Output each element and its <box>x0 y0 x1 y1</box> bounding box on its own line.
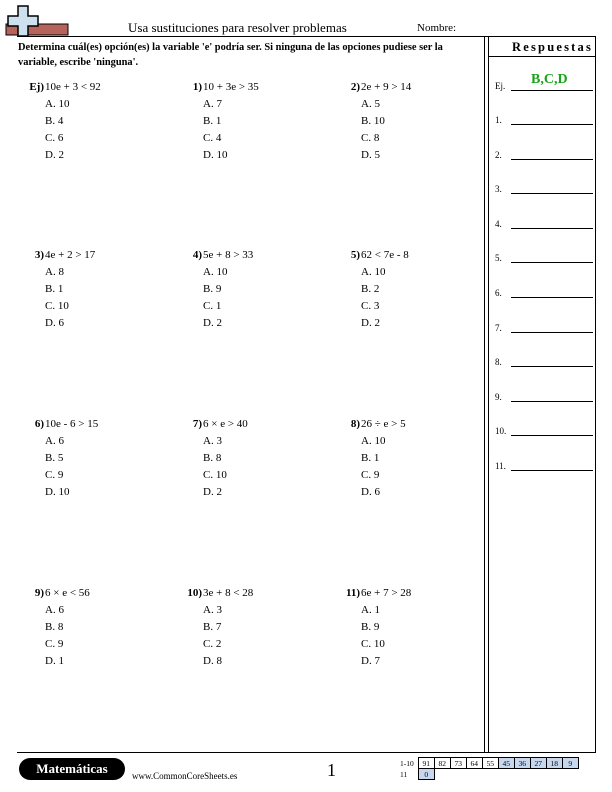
answer-blank[interactable] <box>511 297 593 298</box>
score-row <box>398 758 578 769</box>
answer-option: D. 5 <box>361 149 380 161</box>
example-answer: B,C,D <box>531 72 568 87</box>
answer-option: D. 10 <box>203 149 228 161</box>
divider-line <box>484 36 485 752</box>
problem-number: 6) <box>34 418 44 430</box>
answer-blank[interactable] <box>511 332 593 333</box>
answer-option: C. 10 <box>45 300 69 312</box>
answer-option: B. 1 <box>361 452 380 464</box>
answer-label: 3. <box>495 184 502 195</box>
answer-label: 1. <box>495 115 502 125</box>
answer-option: D. 2 <box>203 486 222 498</box>
problem-number: 9) <box>34 587 44 599</box>
answer-option: C. 1 <box>203 300 222 312</box>
score-cell: 45 <box>498 758 514 769</box>
answer-option: C. 9 <box>45 638 64 650</box>
answer-option: D. 7 <box>361 655 380 667</box>
problem-inequality: 26 ÷ e > 5 <box>361 418 406 430</box>
answer-option: D. 2 <box>361 317 380 329</box>
answer-label: 6. <box>495 288 502 298</box>
problem-inequality: 6 × e > 40 <box>203 418 248 430</box>
answer-option: A. 6 <box>45 604 64 616</box>
answers-title-rule <box>489 56 595 57</box>
problem-number: 8) <box>350 418 360 430</box>
problem-inequality: 10 + 3e > 35 <box>203 81 259 93</box>
score-table <box>398 757 579 780</box>
header-rule <box>17 36 596 37</box>
answer-option: A. 8 <box>45 266 64 278</box>
answer-option: B. 1 <box>203 115 222 127</box>
answer-option: A. 10 <box>203 266 228 278</box>
answer-option: D. 6 <box>45 317 64 329</box>
problem-number: Ej) <box>29 81 44 93</box>
score-cell: 9 <box>562 758 578 769</box>
answer-blank[interactable] <box>511 193 593 194</box>
answer-option: C. 6 <box>45 132 64 144</box>
score-cell: 36 <box>514 758 530 769</box>
answer-option: D. 1 <box>45 655 64 667</box>
answer-option: B. 9 <box>361 621 380 633</box>
answer-label: Ej. <box>495 81 506 91</box>
problem-inequality: 10e - 6 > 15 <box>45 418 99 430</box>
answer-blank <box>511 90 593 91</box>
answer-option: A. 6 <box>45 435 64 447</box>
score-cell: 82 <box>434 758 450 769</box>
instructions: Determina cuál(es) opción(es) la variable 'e' podría ser. Si ninguna de las opciones pudiese ser la variable, escribe 'ninguna'. <box>18 42 443 68</box>
answer-option: D. 6 <box>361 486 380 498</box>
answer-option: A. 7 <box>203 98 222 110</box>
website-link[interactable]: www.CommonCoreSheets.es <box>132 771 238 781</box>
answer-option: C. 9 <box>45 469 64 481</box>
problem-inequality: 4e + 2 > 17 <box>45 249 96 261</box>
answer-option: B. 9 <box>203 283 222 295</box>
answer-blank[interactable] <box>511 401 593 402</box>
answer-label: 2. <box>495 149 502 160</box>
problem-inequality: 6e + 7 > 28 <box>361 587 412 599</box>
name-label: Nombre: <box>417 22 457 34</box>
score-cell: 64 <box>466 758 482 769</box>
problem-number: 3) <box>34 249 44 261</box>
answer-option: C. 9 <box>361 469 380 481</box>
problem-inequality: 3e + 8 < 28 <box>203 587 254 599</box>
answer-option: A. 3 <box>203 604 222 616</box>
answer-label: 10. <box>495 426 507 437</box>
problem-inequality: 5e + 8 > 33 <box>203 249 254 261</box>
answer-option: A. 5 <box>361 98 380 110</box>
answer-option: A. 3 <box>203 435 222 447</box>
answer-label: 9. <box>495 391 502 402</box>
score-cell: 0 <box>418 769 434 780</box>
score-cell: 91 <box>418 758 434 769</box>
answer-blank[interactable] <box>511 124 593 125</box>
score-cell: 55 <box>482 758 498 769</box>
answer-option: A. 1 <box>361 604 380 616</box>
answer-option: C. 10 <box>361 638 385 650</box>
brand-logo: Matemáticas <box>19 758 125 780</box>
answer-blank[interactable] <box>511 228 593 229</box>
right-border <box>595 36 596 752</box>
answer-label: 7. <box>495 322 502 333</box>
answer-option: D. 2 <box>45 149 64 161</box>
answer-option: C. 10 <box>203 469 227 481</box>
answer-option: C. 4 <box>203 132 222 144</box>
answer-option: D. 8 <box>203 655 222 667</box>
score-cell: 18 <box>546 758 562 769</box>
problem-number: 7) <box>192 418 202 430</box>
score-row <box>398 769 578 780</box>
answer-option: C. 8 <box>361 132 380 144</box>
answer-option: B. 1 <box>45 283 64 295</box>
answer-label: 11. <box>495 461 506 471</box>
score-cell: 73 <box>450 758 466 769</box>
plus-logo-icon <box>4 4 70 38</box>
footer-rule <box>17 752 596 753</box>
answer-blank[interactable] <box>511 262 593 263</box>
page-number: 1 <box>327 760 336 780</box>
answer-blank[interactable] <box>511 159 593 160</box>
answer-option: A. 10 <box>361 435 386 447</box>
problem-inequality: 2e + 9 > 14 <box>361 81 412 93</box>
answers-title: Respuestas <box>512 40 594 54</box>
answer-option: B. 7 <box>203 621 222 633</box>
answer-label: 5. <box>495 253 502 264</box>
answer-option: B. 8 <box>45 621 64 633</box>
problem-number: 10) <box>187 587 202 599</box>
divider-line <box>488 36 489 752</box>
answer-option: D. 2 <box>203 317 222 329</box>
answer-blank[interactable] <box>511 470 593 471</box>
score-row-label: 11 <box>400 769 408 779</box>
problem-inequality: 10e + 3 < 92 <box>45 81 101 93</box>
problem-number: 2) <box>350 81 360 93</box>
answer-option: D. 10 <box>45 486 70 498</box>
problem-number: 5) <box>350 249 360 261</box>
answer-option: A. 10 <box>361 266 386 278</box>
answer-option: B. 8 <box>203 452 222 464</box>
answer-blank[interactable] <box>511 435 593 436</box>
problem-inequality: 62 < 7e - 8 <box>361 249 409 261</box>
answer-option: B. 10 <box>361 115 385 127</box>
worksheet-title: Usa sustituciones para resolver problemas <box>128 20 347 35</box>
answer-blank[interactable] <box>511 366 593 367</box>
answer-option: C. 3 <box>361 300 380 312</box>
answer-option: B. 5 <box>45 452 64 464</box>
score-row-label: 1-10 <box>400 758 414 768</box>
problem-number: 1) <box>192 81 202 93</box>
answer-option: B. 2 <box>361 283 380 295</box>
answer-option: B. 4 <box>45 115 64 127</box>
answer-label: 8. <box>495 357 502 368</box>
answer-option: A. 10 <box>45 98 70 110</box>
answer-label: 4. <box>495 218 502 229</box>
problem-inequality: 6 × e < 56 <box>45 587 90 599</box>
problem-number: 11) <box>345 587 360 599</box>
score-cell: 27 <box>530 758 546 769</box>
problem-number: 4) <box>192 249 202 261</box>
answer-option: C. 2 <box>203 638 222 650</box>
